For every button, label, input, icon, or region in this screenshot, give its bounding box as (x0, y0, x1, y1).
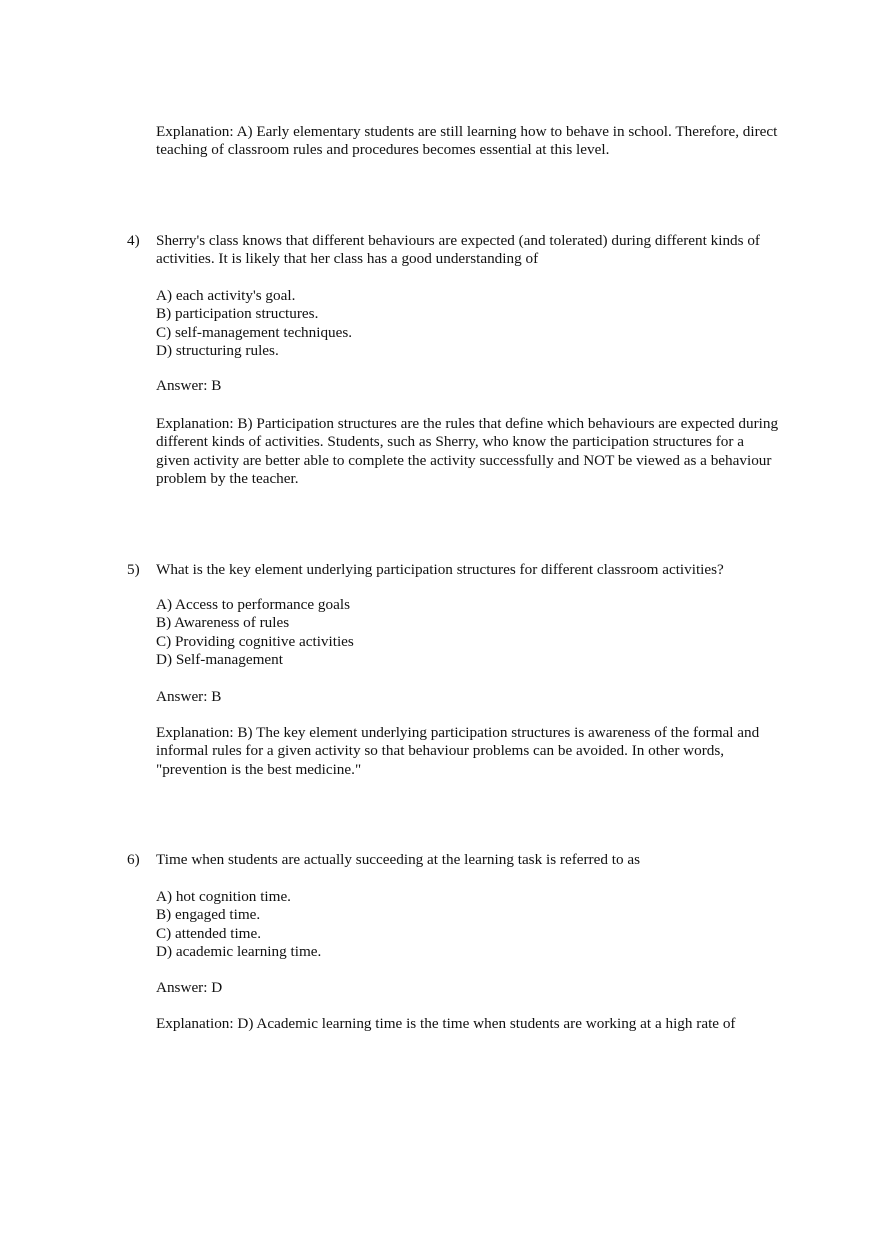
question-number: 4) (127, 232, 140, 249)
option-d: D) structuring rules. (156, 342, 279, 360)
option-b: B) engaged time. (156, 906, 261, 924)
option-b: B) participation structures. (156, 305, 319, 323)
question-stem: What is the key element underlying participation structures for different classroom activities? (156, 561, 724, 578)
option-a: A) hot cognition time. (156, 888, 291, 905)
question-stem: Sherry's class knows that different behaviours are expected (and tolerated) during different kinds of activities. It is likely that her class has a good understanding of (156, 232, 760, 268)
option-c: C) self-management techniques. (156, 323, 353, 341)
answer-options (156, 888, 781, 962)
question-number: 6) (127, 851, 140, 868)
option-d: D) Self-management (156, 651, 283, 669)
answer-line: Answer: B (156, 377, 222, 394)
question-number: 5) (127, 561, 140, 578)
question-stem: Time when students are actually succeeding at the learning task is referred to as (156, 851, 641, 868)
answer-line: Answer: D (156, 979, 223, 996)
option-a: A) Access to performance goals (156, 596, 350, 613)
option-c: C) Providing cognitive activities (156, 632, 354, 650)
answer-options (156, 287, 781, 361)
option-c: C) attended time. (156, 924, 262, 942)
question-explanation: Explanation: B) The key element underlying participation structures is awareness of the formal and informal rules for a given activity so that behaviour problems can be avoided. In other words, "prevention is the best medicine." (156, 724, 760, 778)
intro-explanation: Explanation: A) Early elementary students are still learning how to behave in school. Therefore, direct teaching of classroom rules and procedures becomes essential at this level. (156, 123, 778, 159)
question-explanation: Explanation: D) Academic learning time is the time when students are working at a high rate of (156, 1015, 736, 1032)
question-explanation: Explanation: B) Participation structures are the rules that define which behaviours are expected during different kinds of activities. Students, such as Sherry, who know the participation structures for a given activity are better able to complete the activity successfully and NOT be viewed as a behaviour problem by the teacher. (156, 415, 779, 488)
answer-options (156, 596, 781, 670)
answer-line: Answer: B (156, 688, 222, 705)
option-b: B) Awareness of rules (156, 614, 290, 632)
option-a: A) each activity's goal. (156, 287, 296, 304)
option-d: D) academic learning time. (156, 943, 322, 961)
